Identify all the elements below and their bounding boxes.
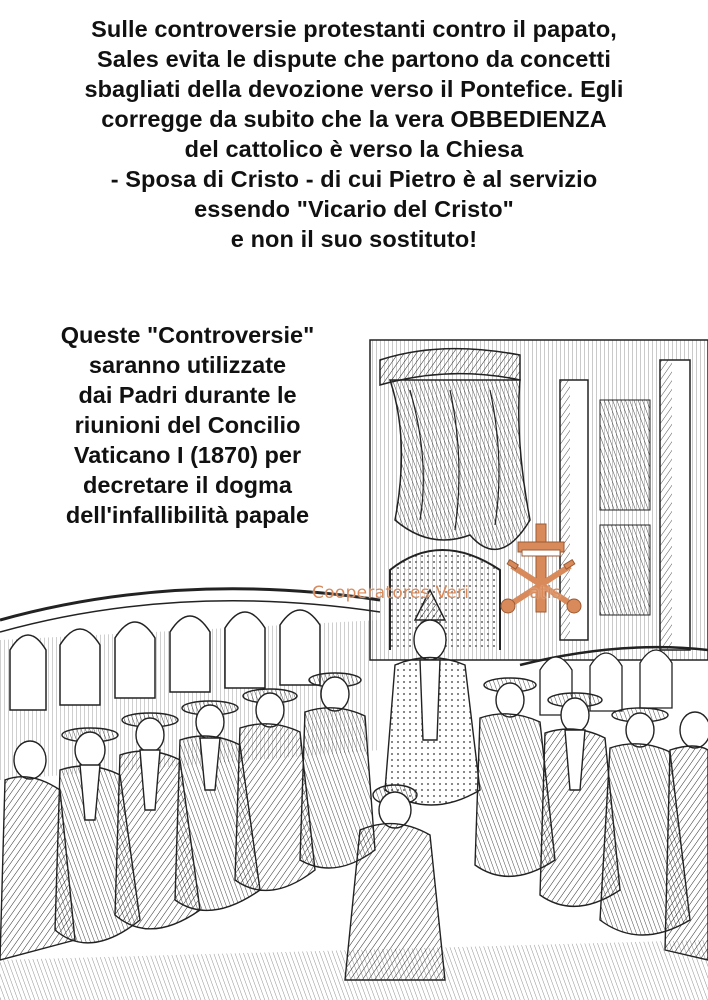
side-line: saranno utilizzate xyxy=(88,352,287,378)
side-line: Vaticano I (1870) per xyxy=(73,442,302,468)
headline-line: del cattolico è verso la Chiesa xyxy=(184,136,524,162)
headline-line: sbagliati della devozione verso il Pontefice. Egli xyxy=(84,76,624,102)
side-line: dell'infallibilità papale xyxy=(65,502,310,528)
side-line: dai Padri durante le xyxy=(78,382,297,408)
watermark-text xyxy=(312,583,561,603)
headline-line: e non il suo sostituto! xyxy=(230,226,478,252)
side-line: decretare il dogma xyxy=(83,472,292,498)
watermark-text-left: Cooperatores Veri xyxy=(312,583,470,603)
side-line: Queste "Controversie" xyxy=(60,322,315,348)
watermark-text-right: atis xyxy=(529,583,562,603)
headline-line: - Sposa di Cristo - di cui Pietro è al servizio xyxy=(110,166,598,192)
headline-line: corregge da subito che la vera OBBEDIENZA xyxy=(101,106,607,132)
headline-line: Sulle controversie protestanti contro il papato, xyxy=(91,16,617,42)
headline-text xyxy=(0,14,708,254)
watermark xyxy=(312,520,632,620)
side-text xyxy=(20,320,355,530)
headline-line: essendo "Vicario del Cristo" xyxy=(194,196,514,222)
headline-line: Sales evita le dispute che partono da concetti xyxy=(97,46,611,72)
side-line: riunioni del Concilio xyxy=(74,412,301,438)
